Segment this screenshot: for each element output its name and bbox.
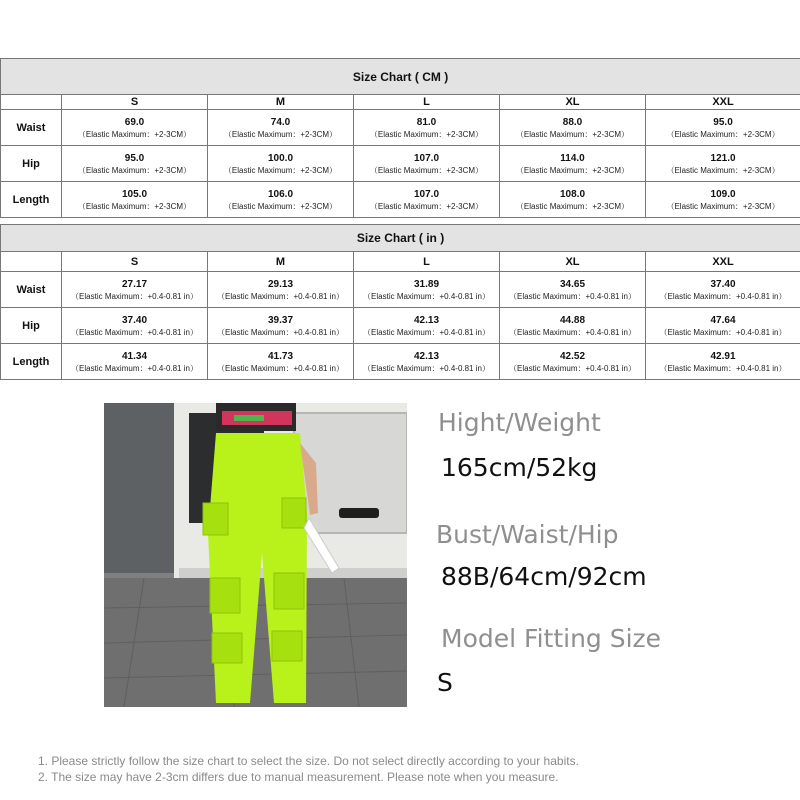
elastic-note: （Elastic Maximum：+2-3CM） <box>515 165 630 175</box>
model-photo <box>104 403 407 707</box>
measurement-cell <box>646 344 800 380</box>
measurement-cell <box>354 344 500 380</box>
elastic-note: （Elastic Maximum：+2-3CM） <box>369 129 484 139</box>
measurement-value: 106.0 <box>267 188 294 200</box>
size-header: XL <box>500 95 646 110</box>
measurement-cell <box>646 272 800 308</box>
size-header: L <box>354 252 500 272</box>
measurement-value: 108.0 <box>559 188 586 200</box>
measurement-value: 27.17 <box>121 278 148 290</box>
measurement-value: 42.91 <box>710 350 736 362</box>
measurement-value: 74.0 <box>270 116 291 128</box>
measurement-value: 95.0 <box>124 152 145 164</box>
measurement-cell <box>500 110 646 146</box>
measurement-value: 114.0 <box>560 152 585 164</box>
elastic-note: （Elastic Maximum：+2-3CM） <box>369 201 484 211</box>
measurement-value: 41.34 <box>121 350 148 362</box>
measurement-value: 95.0 <box>713 116 733 128</box>
elastic-note: （Elastic Maximum：+2-3CM） <box>666 201 780 211</box>
size-header-row <box>1 95 800 110</box>
size-header: XXL <box>646 252 800 272</box>
elastic-note: （Elastic Maximum：+0.4-0.81 in） <box>71 291 198 301</box>
elastic-note: （Elastic Maximum：+2-3CM） <box>515 129 630 139</box>
size-header: S <box>62 95 208 110</box>
measurement-cell <box>354 182 500 218</box>
elastic-note: （Elastic Maximum：+0.4-0.81 in） <box>659 363 787 373</box>
elastic-note: （Elastic Maximum：+0.4-0.81 in） <box>71 363 198 373</box>
measurement-value: 81.0 <box>416 116 437 128</box>
measurement-value: 88.0 <box>562 116 583 128</box>
measurement-cell <box>500 146 646 182</box>
measurement-row-length <box>1 182 800 218</box>
measurement-cell <box>208 344 354 380</box>
measurement-value: 42.13 <box>413 314 440 326</box>
measurement-cell <box>62 146 208 182</box>
measurement-cell <box>62 272 208 308</box>
measurements-value: 88B/64cm/92cm <box>441 562 647 591</box>
measurement-value: 100.0 <box>267 152 294 164</box>
elastic-note: （Elastic Maximum：+2-3CM） <box>77 165 192 175</box>
measurement-value: 69.0 <box>124 116 145 128</box>
size-chart-in <box>0 224 800 380</box>
size-chart-cm <box>0 58 800 218</box>
footnote: 1. Please strictly follow the size chart to select the size. Do not select directly according to your habits. <box>38 754 579 768</box>
fitting-size-label: Model Fitting Size <box>441 624 662 653</box>
measurement-value: 41.73 <box>267 350 294 362</box>
height-weight-value: 165cm/52kg <box>441 453 598 482</box>
fitting-size-value: S <box>437 668 453 697</box>
measurement-value: 31.89 <box>413 278 440 290</box>
elastic-note: （Elastic Maximum：+0.4-0.81 in） <box>509 327 636 337</box>
elastic-note: （Elastic Maximum：+2-3CM） <box>77 201 192 211</box>
measurement-value: 44.88 <box>559 314 586 326</box>
measurement-value: 47.64 <box>710 314 736 326</box>
measurement-row-hip <box>1 146 800 182</box>
size-header: S <box>62 252 208 272</box>
row-label: Hip <box>1 146 62 182</box>
measurement-cell <box>208 110 354 146</box>
measurement-row-hip <box>1 308 800 344</box>
chart-title-row <box>1 225 800 252</box>
measurement-value: 107.0 <box>413 152 440 164</box>
size-header: M <box>208 252 354 272</box>
elastic-note: （Elastic Maximum：+0.4-0.81 in） <box>71 327 198 337</box>
elastic-note: （Elastic Maximum：+2-3CM） <box>77 129 192 139</box>
measurement-cell <box>208 146 354 182</box>
elastic-note: （Elastic Maximum：+0.4-0.81 in） <box>217 363 344 373</box>
chart-title: Size Chart ( CM ) <box>1 59 800 95</box>
measurement-value: 39.37 <box>267 314 294 326</box>
elastic-note: （Elastic Maximum：+0.4-0.81 in） <box>363 327 490 337</box>
measurement-cell <box>646 182 800 218</box>
elastic-note: （Elastic Maximum：+0.4-0.81 in） <box>363 291 490 301</box>
measurement-value: 107.0 <box>413 188 440 200</box>
measurement-value: 109.0 <box>710 188 736 200</box>
row-label: Waist <box>1 272 62 308</box>
measurement-value: 37.40 <box>121 314 148 326</box>
measurement-cell <box>500 272 646 308</box>
measurement-value: 34.65 <box>559 278 586 290</box>
measurement-cell <box>208 182 354 218</box>
height-weight-label: Hight/Weight <box>438 408 601 437</box>
size-header: M <box>208 95 354 110</box>
elastic-note: （Elastic Maximum：+2-3CM） <box>666 165 780 175</box>
measurement-value: 29.13 <box>267 278 294 290</box>
measurement-cell <box>354 146 500 182</box>
measurement-value: 37.40 <box>710 278 736 290</box>
row-label: Hip <box>1 308 62 344</box>
size-header-row <box>1 252 800 272</box>
measurement-cell <box>208 272 354 308</box>
elastic-note: （Elastic Maximum：+0.4-0.81 in） <box>217 327 344 337</box>
measurement-cell <box>354 110 500 146</box>
measurement-cell <box>354 308 500 344</box>
elastic-note: （Elastic Maximum：+0.4-0.81 in） <box>509 291 636 301</box>
elastic-note: （Elastic Maximum：+0.4-0.81 in） <box>509 363 636 373</box>
measurement-cell <box>354 272 500 308</box>
measurement-cell <box>500 344 646 380</box>
measurement-row-waist <box>1 272 800 308</box>
elastic-note: （Elastic Maximum：+2-3CM） <box>223 201 338 211</box>
elastic-note: （Elastic Maximum：+2-3CM） <box>666 129 780 139</box>
chart-title: Size Chart ( in ) <box>1 225 800 252</box>
measurement-row-waist <box>1 110 800 146</box>
corner-cell <box>1 95 62 110</box>
elastic-note: （Elastic Maximum：+0.4-0.81 in） <box>659 327 787 337</box>
measurement-value: 121.0 <box>710 152 736 164</box>
elastic-note: （Elastic Maximum：+0.4-0.81 in） <box>659 291 787 301</box>
measurement-cell <box>208 308 354 344</box>
elastic-note: （Elastic Maximum：+0.4-0.81 in） <box>363 363 490 373</box>
measurement-cell <box>62 344 208 380</box>
measurement-row-length <box>1 344 800 380</box>
elastic-note: （Elastic Maximum：+0.4-0.81 in） <box>217 291 344 301</box>
size-header: XXL <box>646 95 800 110</box>
measurement-cell <box>646 146 800 182</box>
measurement-value: 105.0 <box>121 188 148 200</box>
measurement-cell <box>500 182 646 218</box>
measurement-cell <box>62 110 208 146</box>
footnote: 2. The size may have 2-3cm differs due to manual measurement. Please note when you measure. <box>38 770 559 784</box>
row-label: Length <box>1 344 62 380</box>
size-header: XL <box>500 252 646 272</box>
corner-cell <box>1 252 62 272</box>
measurement-cell <box>646 308 800 344</box>
measurement-cell <box>646 110 800 146</box>
row-label: Length <box>1 182 62 218</box>
chart-title-row <box>1 59 800 95</box>
measurement-cell <box>62 308 208 344</box>
size-header: L <box>354 95 500 110</box>
elastic-note: （Elastic Maximum：+2-3CM） <box>223 165 338 175</box>
row-label: Waist <box>1 110 62 146</box>
measurement-cell <box>500 308 646 344</box>
measurement-cell <box>62 182 208 218</box>
measurement-value: 42.52 <box>559 350 586 362</box>
measurements-label: Bust/Waist/Hip <box>436 520 619 549</box>
elastic-note: （Elastic Maximum：+2-3CM） <box>223 129 338 139</box>
measurement-value: 42.13 <box>413 350 440 362</box>
elastic-note: （Elastic Maximum：+2-3CM） <box>515 201 630 211</box>
elastic-note: （Elastic Maximum：+2-3CM） <box>369 165 484 175</box>
